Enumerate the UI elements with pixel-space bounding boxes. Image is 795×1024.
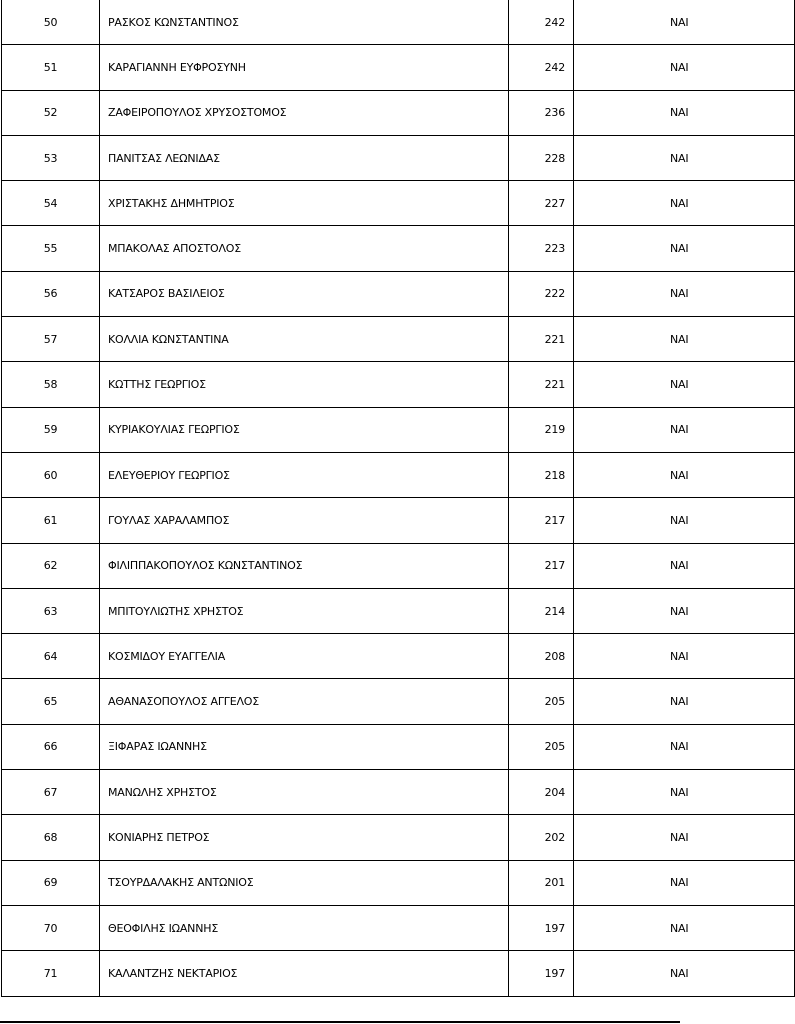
score: 227: [509, 181, 574, 226]
row-number: 51: [2, 45, 100, 90]
status: ΝΑΙ: [574, 226, 795, 271]
full-name: ΑΘΑΝΑΣΟΠΟΥΛΟΣ ΑΓΓΕΛΟΣ: [100, 679, 509, 724]
row-number: 50: [2, 0, 100, 45]
row-number: 58: [2, 362, 100, 407]
table-row: [2, 90, 795, 135]
score: 218: [509, 452, 574, 497]
full-name: ΚΟΝΙΑΡΗΣ ΠΕΤΡΟΣ: [100, 815, 509, 860]
full-name: ΜΑΝΩΛΗΣ ΧΡΗΣΤΟΣ: [100, 770, 509, 815]
table-row: [2, 724, 795, 769]
status: ΝΑΙ: [574, 951, 795, 996]
table-row: [2, 271, 795, 316]
status: ΝΑΙ: [574, 543, 795, 588]
row-number: 66: [2, 724, 100, 769]
status: ΝΑΙ: [574, 362, 795, 407]
row-number: 64: [2, 634, 100, 679]
status: ΝΑΙ: [574, 634, 795, 679]
full-name: ΚΟΣΜΙΔΟΥ ΕΥΑΓΓΕΛΙΑ: [100, 634, 509, 679]
row-number: 59: [2, 407, 100, 452]
row-number: 70: [2, 905, 100, 950]
table-row: [2, 634, 795, 679]
status: ΝΑΙ: [574, 860, 795, 905]
table-row: [2, 543, 795, 588]
table-row: [2, 679, 795, 724]
status: ΝΑΙ: [574, 45, 795, 90]
status: ΝΑΙ: [574, 588, 795, 633]
status: ΝΑΙ: [574, 135, 795, 180]
table-row: [2, 407, 795, 452]
row-number: 63: [2, 588, 100, 633]
status: ΝΑΙ: [574, 724, 795, 769]
status: ΝΑΙ: [574, 815, 795, 860]
status: ΝΑΙ: [574, 770, 795, 815]
row-number: 61: [2, 498, 100, 543]
table-row: [2, 770, 795, 815]
table-row: [2, 815, 795, 860]
row-number: 65: [2, 679, 100, 724]
status: ΝΑΙ: [574, 905, 795, 950]
full-name: ΜΠΑΚΟΛΑΣ ΑΠΟΣΤΟΛΟΣ: [100, 226, 509, 271]
score: 204: [509, 770, 574, 815]
full-name: ΜΠΙΤΟΥΛΙΩΤΗΣ ΧΡΗΣΤΟΣ: [100, 588, 509, 633]
score: 197: [509, 905, 574, 950]
score: 221: [509, 362, 574, 407]
row-number: 67: [2, 770, 100, 815]
table-row: [2, 452, 795, 497]
row-number: 60: [2, 452, 100, 497]
table-row: [2, 135, 795, 180]
table-row: [2, 498, 795, 543]
table-row: [2, 226, 795, 271]
score: 205: [509, 724, 574, 769]
results-table: [1, 0, 795, 997]
status: ΝΑΙ: [574, 90, 795, 135]
score: 236: [509, 90, 574, 135]
score: 221: [509, 317, 574, 362]
full-name: ΚΟΛΛΙΑ ΚΩΝΣΤΑΝΤΙΝΑ: [100, 317, 509, 362]
full-name: ΕΛΕΥΘΕΡΙΟΥ ΓΕΩΡΓΙΟΣ: [100, 452, 509, 497]
status: ΝΑΙ: [574, 0, 795, 45]
score: 242: [509, 45, 574, 90]
table-row: [2, 905, 795, 950]
score: 202: [509, 815, 574, 860]
results-table-body: [2, 0, 795, 996]
full-name: ΠΑΝΙΤΣΑΣ ΛΕΩΝΙΔΑΣ: [100, 135, 509, 180]
score: 217: [509, 543, 574, 588]
full-name: ΦΙΛΙΠΠΑΚΟΠΟΥΛΟΣ ΚΩΝΣΤΑΝΤΙΝΟΣ: [100, 543, 509, 588]
status: ΝΑΙ: [574, 181, 795, 226]
full-name: ΞΙΦΑΡΑΣ ΙΩΑΝΝΗΣ: [100, 724, 509, 769]
row-number: 71: [2, 951, 100, 996]
table-row: [2, 860, 795, 905]
table-row: [2, 317, 795, 362]
full-name: ΧΡΙΣΤΑΚΗΣ ΔΗΜΗΤΡΙΟΣ: [100, 181, 509, 226]
row-number: 52: [2, 90, 100, 135]
score: 219: [509, 407, 574, 452]
row-number: 53: [2, 135, 100, 180]
table-row: [2, 362, 795, 407]
score: 208: [509, 634, 574, 679]
score: 201: [509, 860, 574, 905]
full-name: ΚΑΤΣΑΡΟΣ ΒΑΣΙΛΕΙΟΣ: [100, 271, 509, 316]
full-name: ΘΕΟΦΙΛΗΣ ΙΩΑΝΝΗΣ: [100, 905, 509, 950]
table-row: [2, 45, 795, 90]
row-number: 54: [2, 181, 100, 226]
full-name: ΚΑΡΑΓΙΑΝΝΗ ΕΥΦΡΟΣΥΝΗ: [100, 45, 509, 90]
row-number: 62: [2, 543, 100, 588]
status: ΝΑΙ: [574, 407, 795, 452]
full-name: ΚΥΡΙΑΚΟΥΛΙΑΣ ΓΕΩΡΓΙΟΣ: [100, 407, 509, 452]
score: 223: [509, 226, 574, 271]
score: 214: [509, 588, 574, 633]
full-name: ΓΟΥΛΑΣ ΧΑΡΑΛΑΜΠΟΣ: [100, 498, 509, 543]
table-row: [2, 951, 795, 996]
status: ΝΑΙ: [574, 498, 795, 543]
row-number: 57: [2, 317, 100, 362]
table-row: [2, 0, 795, 45]
full-name: ΤΣΟΥΡΔΑΛΑΚΗΣ ΑΝΤΩΝΙΟΣ: [100, 860, 509, 905]
score: 217: [509, 498, 574, 543]
table-row: [2, 588, 795, 633]
row-number: 68: [2, 815, 100, 860]
status: ΝΑΙ: [574, 271, 795, 316]
full-name: ΖΑΦΕΙΡΟΠΟΥΛΟΣ ΧΡΥΣΟΣΤΟΜΟΣ: [100, 90, 509, 135]
row-number: 56: [2, 271, 100, 316]
table-bottom-border: [0, 1021, 680, 1023]
score: 228: [509, 135, 574, 180]
full-name: ΚΩΤΤΗΣ ΓΕΩΡΓΙΟΣ: [100, 362, 509, 407]
score: 222: [509, 271, 574, 316]
row-number: 69: [2, 860, 100, 905]
row-number: 55: [2, 226, 100, 271]
full-name: ΚΑΛΑΝΤΖΗΣ ΝΕΚΤΑΡΙΟΣ: [100, 951, 509, 996]
status: ΝΑΙ: [574, 317, 795, 362]
status: ΝΑΙ: [574, 679, 795, 724]
status: ΝΑΙ: [574, 452, 795, 497]
table-row: [2, 181, 795, 226]
full-name: ΡΑΣΚΟΣ ΚΩΝΣΤΑΝΤΙΝΟΣ: [100, 0, 509, 45]
score: 197: [509, 951, 574, 996]
score: 205: [509, 679, 574, 724]
score: 242: [509, 0, 574, 45]
